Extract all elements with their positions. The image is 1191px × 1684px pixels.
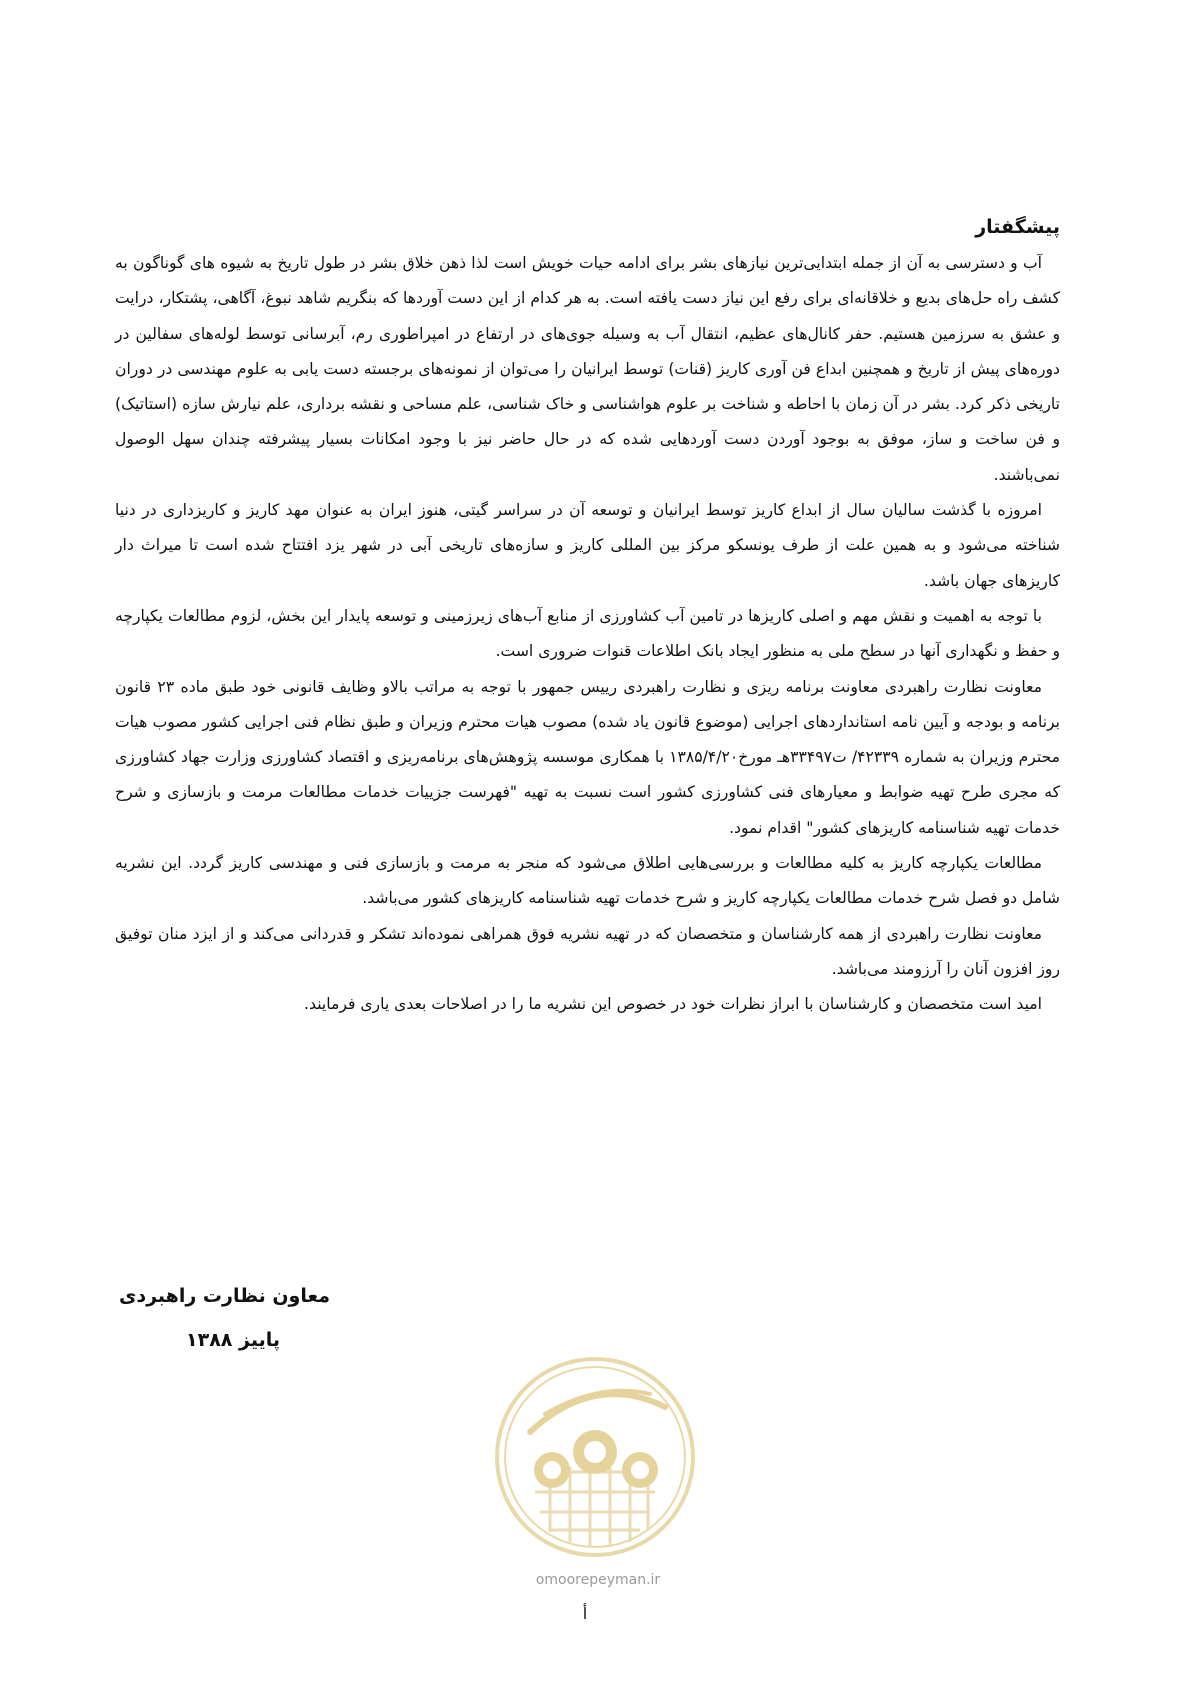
preface-heading: پیشگفتار	[975, 216, 1060, 238]
paragraph-6: معاونت نظارت راهبردی از همه کارشناسان و متخصصان که در تهیه نشریه فوق همراهی نموده‌اند تشکر و قدردانی می‌کند و از ایزد منان توفیق روز افزون آنان را آرزومند می‌باشد.	[115, 924, 1060, 978]
watermark-site: omoorepeyman.ir	[535, 1572, 661, 1588]
signature-title: معاون نظارت راهبردی	[118, 1285, 330, 1307]
omoorepeyman-seal-icon	[490, 1352, 700, 1562]
paragraph-1: آب و دسترسی به آن از جمله ابتدایی‌ترین نیازهای بشر برای ادامه حیات خویش است لذا ذهن خلاق بشر در طول تاریخ به شیوه های گوناگون به کشف راه حل‌های بدیع و خلاقانه‌ای برای رفع این نیاز دست یافته است. به هر کدام از این دست آوردها که بنگریم شاهد نبوغ، آگاهی، پشتکار، درایت و عشق به سرزمین هستیم. حفر کانال‌های عظیم، انتقال آب به وسیله جوی‌های در ارتفاع در امپراطوری رم، آبرسانی توسط لوله‌های سفالین در دوره‌های پیش از تاریخ و همچنین ابداع فن آوری کاریز (قنات) توسط ایرانیان را می‌توان از نمونه‌های برجسته دست یابی به علوم مهندسی در دوران تاریخی ذکر کرد. بشر در آن زمان با احاطه و شناخت بر علوم هواشناسی و خاک شناسی، علم مساحی و نقشه برداری، علم نیارش سازه (استاتیک) و فن ساخت و ساز، موفق به بوجود آوردن دست آوردهایی شده که در حال حاضر نیز با وجود امکانات بسیار پیشرفته چندان سهل الوصول نمی‌باشند.	[115, 254, 1060, 484]
paragraph-5: مطالعات یکپارچه کاریز به کلیه مطالعات و بررسی‌هایی اطلاق می‌شود که منجر به مرمت و بازسازی فنی و مهندسی کاریز گردد. این نشریه شامل دو فصل شرح خدمات مطالعات یکپارچه کاریز و شرح خدمات تهیه شناسنامه کاریزهای کشور می‌باشد.	[115, 854, 1060, 908]
signature-block	[110, 1272, 330, 1360]
preface-body	[115, 212, 1060, 1023]
signature-date: پاییز ۱۳۸۸	[186, 1329, 280, 1351]
page-number: أ	[582, 1604, 588, 1623]
paragraph-3: با توجه به اهمیت و نقش مهم و اصلی کاریزها در تامین آب کشاورزی از منابع آب‌های زیرزمینی و توسعه پایدار این بخش، لزوم مطالعات یکپارچه و حفظ و نگهداری آنها در سطح ملی به منظور ایجاد بانک اطلاعات قنوات ضروری است.	[115, 606, 1060, 661]
paragraph-4: معاونت نظارت راهبردی معاونت برنامه ریزی و نظارت راهبردی رییس جمهور با توجه به مراتب بالاو وظایف قانونی خود طبق ماده ۲۳ قانون برنامه و بودجه و آیین نامه استانداردهای اجرایی (موضوع قانون یاد شده) مصوب هیات محترم وزیران و طبق نظام فنی اجرایی کشور مصوب هیات محترم وزیران به شماره ۴۲۳۳۹/ ت۳۳۴۹۷هـ مورخ۱۳۸۵/۴/۲۰ با همکاری موسسه پژوهش‌های برنامه‌ریزی و اقتصاد کشاورزی وزارت جهاد کشاورزی که مجری طرح تهیه ضوابط و معیارهای فنی کشاورزی کشور است نسبت به تهیه "فهرست جزییات خدمات مطالعات مرمت و بازسازی و شرح خدمات تهیه شناسنامه کاریزهای کشور" اقدام نمود.	[115, 677, 1060, 837]
paragraph-2: امروزه با گذشت سالیان سال از ابداع کاریز توسط ایرانیان و توسعه آن در سراسر گیتی، هنوز ایران به عنوان مهد کاریز و کاریزداری در دنیا شناخته می‌شود و به همین علت از طرف یونسکو مرکز بین المللی کاریز و سازه‌های تاریخی آبی در شهر یزد افتتاح شده است تا میراث دار کاریزهای جهان باشد.	[115, 501, 1060, 590]
paragraph-7: امید است متخصصان و کارشناسان با ابراز نظرات خود در خصوص این نشریه ما را در اصلاحات بعدی یاری فرمایند.	[304, 995, 1042, 1014]
